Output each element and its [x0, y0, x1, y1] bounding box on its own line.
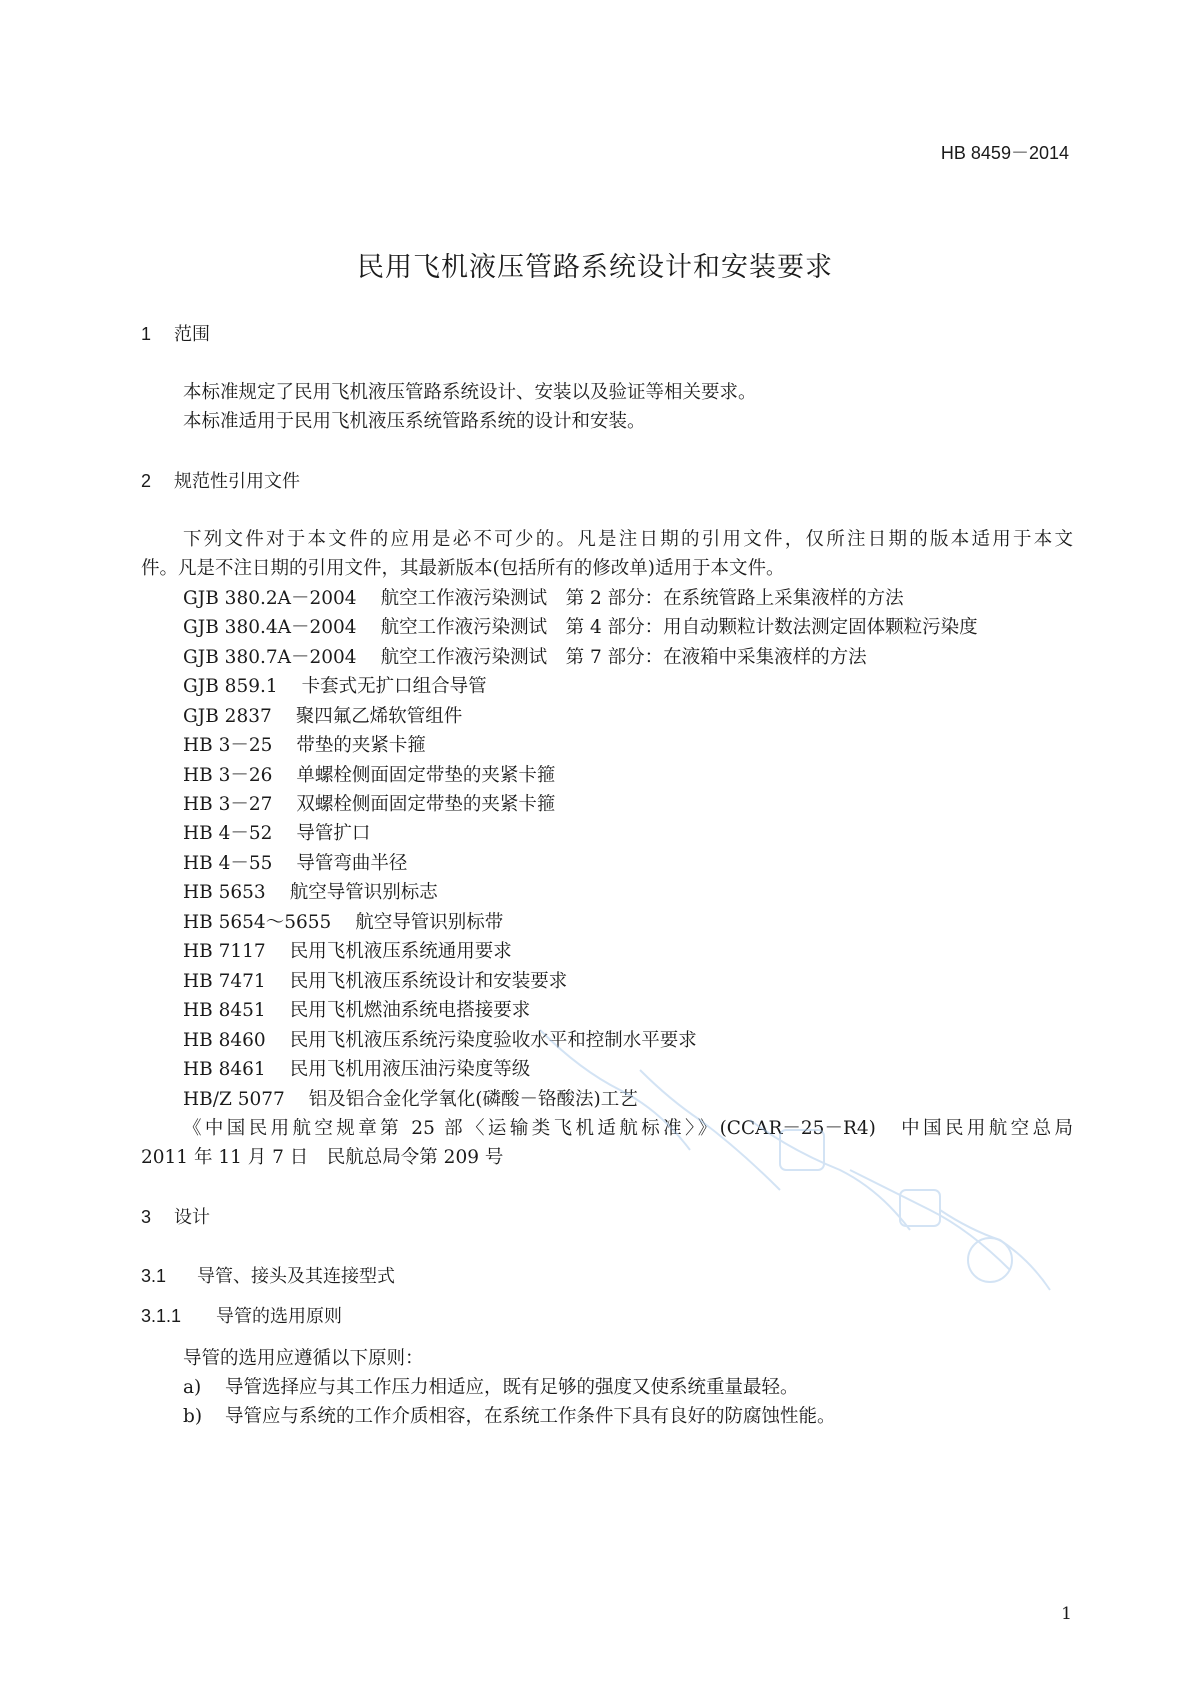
section-number: 3.1: [141, 1266, 167, 1286]
list-item: [183, 1373, 799, 1399]
reference-title: 带垫的夹紧卡箍: [296, 735, 426, 756]
reference-item: [183, 790, 555, 816]
reference-item: [183, 702, 462, 728]
section-number: 1: [141, 324, 152, 344]
standard-number: HB 8459－2014: [940, 143, 1069, 163]
reference-code: GJB 380.2A－2004: [183, 588, 357, 609]
reference-title: 航空工作液污染测试 第 4 部分：用自动颗粒计数法测定固体颗粒污染度: [380, 617, 978, 638]
reference-item: [183, 1085, 638, 1111]
section-3-heading: [141, 1203, 210, 1229]
reference-title: 卡套式无扩口组合导管: [301, 676, 487, 697]
reference-code: HB 4－52: [183, 823, 273, 844]
page-number: 1: [1061, 1604, 1072, 1624]
paragraph: 件。凡是不注日期的引用文件，其最新版本(包括所有的修改单)适用于本文件。: [141, 558, 785, 579]
reference-code: GJB 2837: [183, 706, 272, 727]
reference-code: HB 8460: [183, 1030, 266, 1051]
reference-title: 民用飞机燃油系统电搭接要求: [289, 1000, 531, 1021]
reference-code: GJB 380.4A－2004: [183, 617, 357, 638]
section-number: 3: [141, 1207, 152, 1227]
reference-title: 航空导管识别标带: [355, 912, 504, 933]
reference-code: HB 3－26: [183, 765, 273, 786]
section-3-1-heading: [141, 1262, 395, 1288]
paragraph: 本标准规定了民用飞机液压管路系统设计、安装以及验证等相关要求。: [183, 382, 757, 403]
document-title: 民用飞机液压管路系统设计和安装要求: [357, 252, 833, 283]
reference-code: HB 8461: [183, 1059, 266, 1080]
reference-item: [183, 967, 567, 993]
paragraph: 下列文件对于本文件的应用是必不可少的。凡是注日期的引用文件，仅所注日期的版本适用于本文: [183, 529, 1073, 550]
reference-title: 单螺栓侧面固定带垫的夹紧卡箍: [296, 765, 556, 786]
reference-code: HB 7471: [183, 971, 266, 992]
section-number: 2: [141, 471, 152, 491]
reference-item: [183, 643, 867, 669]
reference-code: HB 4－55: [183, 853, 273, 874]
reference-item: [183, 1055, 530, 1081]
reference-code: HB 3－27: [183, 794, 273, 815]
reference-code: HB/Z 5077: [183, 1089, 285, 1110]
reference-code: HB 3－25: [183, 735, 273, 756]
list-mark: b): [183, 1406, 203, 1427]
list-item: [183, 1402, 836, 1428]
reference-item: [183, 613, 978, 639]
ccar-reference-cont: 2011 年 11 月 7 日 民航总局令第 209 号: [141, 1147, 504, 1168]
reference-title: 铝及铝合金化学氧化(磷酸－铬酸法)工艺: [308, 1089, 638, 1110]
reference-code: HB 8451: [183, 1000, 266, 1021]
reference-title: 双螺栓侧面固定带垫的夹紧卡箍: [296, 794, 556, 815]
reference-title: 民用飞机用液压油污染度等级: [289, 1059, 531, 1080]
list-mark: a): [183, 1377, 202, 1398]
section-title: 设计: [174, 1207, 210, 1228]
section-3-1-1-heading: [141, 1302, 342, 1328]
list-text: 导管应与系统的工作介质相容，在系统工作条件下具有良好的防腐蚀性能。: [225, 1406, 836, 1427]
reference-code: GJB 380.7A－2004: [183, 647, 357, 668]
reference-item: [183, 1026, 697, 1052]
reference-item: [183, 937, 512, 963]
reference-item: [183, 672, 487, 698]
ccar-reference: 《中国民用航空规章第 25 部〈运输类飞机适航标准〉》(CCAR－25－R4) 中国民用航空总局: [183, 1118, 1073, 1139]
section-title: 范围: [174, 324, 210, 345]
reference-title: 聚四氟乙烯软管组件: [295, 706, 463, 727]
reference-item: [183, 819, 370, 845]
reference-code: HB 5654～5655: [183, 912, 332, 933]
reference-title: 民用飞机液压系统设计和安装要求: [289, 971, 568, 992]
reference-title: 航空工作液污染测试 第 2 部分：在系统管路上采集液样的方法: [380, 588, 904, 609]
section-2-heading: [141, 467, 300, 493]
list-text: 导管选择应与其工作压力相适应，既有足够的强度又使系统重量最轻。: [225, 1377, 799, 1398]
reference-title: 导管弯曲半径: [296, 853, 408, 874]
section-title: 导管、接头及其连接型式: [197, 1266, 395, 1287]
reference-item: [183, 908, 503, 934]
paragraph: 导管的选用应遵循以下原则：: [183, 1348, 424, 1369]
watermark-graphic: [520, 1010, 1080, 1310]
reference-title: 导管扩口: [296, 823, 371, 844]
reference-title: 民用飞机液压系统污染度验收水平和控制水平要求: [289, 1030, 697, 1051]
reference-item: [183, 849, 407, 875]
reference-code: HB 7117: [183, 941, 266, 962]
reference-title: 民用飞机液压系统通用要求: [289, 941, 512, 962]
reference-title: 航空工作液污染测试 第 7 部分：在液箱中采集液样的方法: [380, 647, 867, 668]
reference-item: [183, 731, 426, 757]
section-title: 规范性引用文件: [174, 471, 300, 492]
reference-code: GJB 859.1: [183, 676, 278, 697]
reference-title: 航空导管识别标志: [289, 882, 438, 903]
reference-item: [183, 761, 555, 787]
reference-item: [183, 878, 438, 904]
reference-item: [183, 584, 904, 610]
reference-code: HB 5653: [183, 882, 266, 903]
section-1-heading: [141, 320, 210, 346]
section-number: 3.1.1: [141, 1306, 182, 1326]
reference-item: [183, 996, 530, 1022]
paragraph: 本标准适用于民用飞机液压系统管路系统的设计和安装。: [183, 411, 646, 432]
section-title: 导管的选用原则: [216, 1306, 342, 1327]
